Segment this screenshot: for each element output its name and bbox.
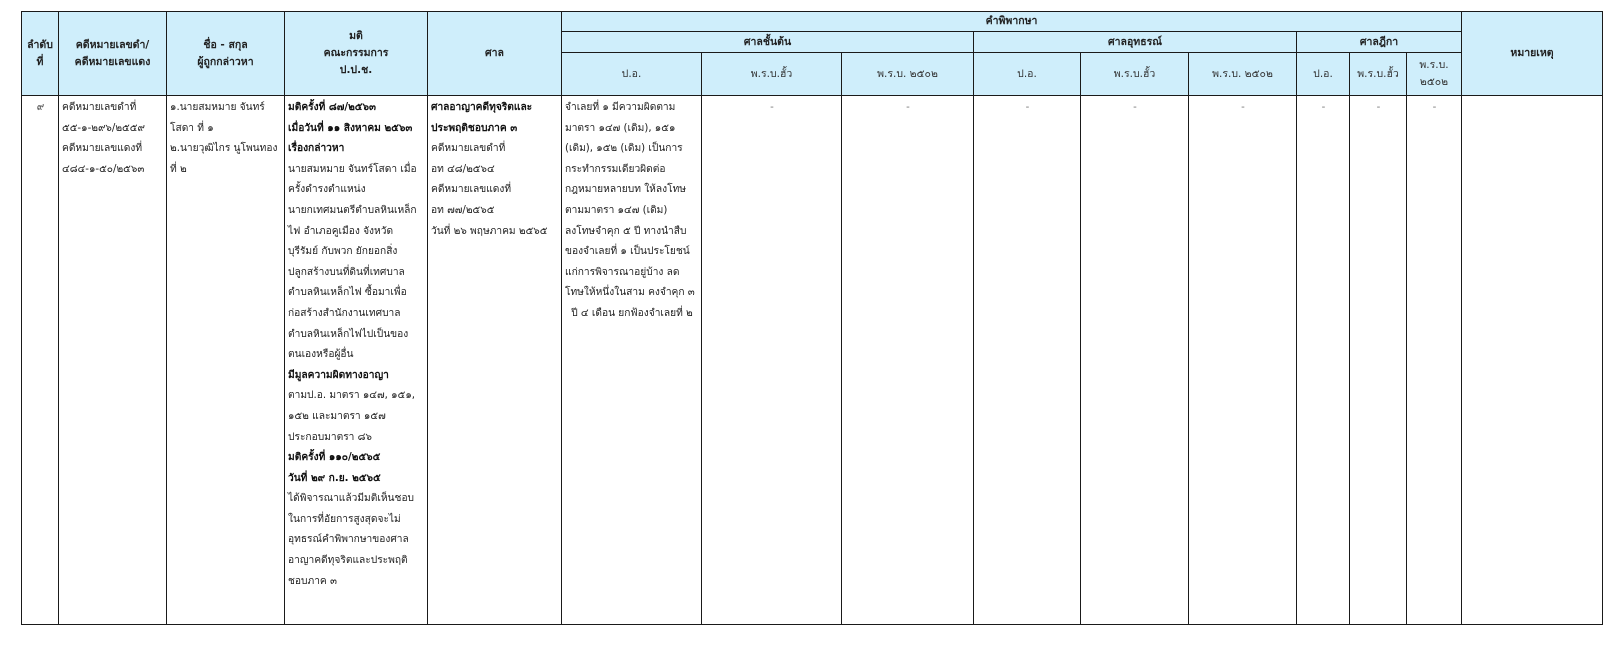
cell-supreme-pr-hua: - [1350,96,1407,625]
header-accused: ชื่อ - สกุล ผู้ถูกกล่าวหา [167,12,285,96]
cell-first-court-pr-hua: - [702,96,842,625]
table-row [22,96,1603,625]
header-remark: หมายเหตุ [1462,12,1603,96]
cell-first-court-pa: จำเลยที่ ๑ มีความผิดตาม มาตรา ๑๔๗ (เดิม), ๑๕๑ (เดิม), ๑๕๒ (เดิม) เป็นการ กระทำกรรมเดียวผิดต่อ กฎหมายหลายบท ให้ลงโทษ ตามมาตรา ๑๔๗ (เดิม) ลงโทษจำคุก ๕ ปี ทางนำสืบ ของจำเลยที่ ๑ เป็นประโยชน์ แก่การพิจารณาอยู่บ้าง ลด โทษให้หนึ่งในสาม คงจำคุก ๓ ปี ๔ เดือน ยกฟ้องจำเลยที่ ๒ [562,96,702,625]
header-first-pr-hua: พ.ร.บ.ฮั้ว [702,53,842,96]
cell-supreme-pa: - [1297,96,1350,625]
header-supreme-court: ศาลฎีกา [1297,32,1462,53]
header-appeal-pa: ป.อ. [974,53,1081,96]
cell-court: ศาลอาญาคดีทุจริตและ ประพฤติชอบภาค ๓ คดีหมายเลขดำที่ อท ๔๘/๒๕๖๔ คดีหมายเลขแดงที่ อท ๗๗/๒๕๖๕ วันที่ ๒๖ พฤษภาคม ๒๕๖๕ [428,96,562,625]
cell-appeal-pr-2502: - [1189,96,1297,625]
cell-accused: ๑.นายสมหมาย จันทร์ โสดา ที่ ๑ ๒.นายวุฒิไกร นูโพนทอง ที่ ๒ [167,96,285,625]
header-court: ศาล [428,12,562,96]
cell-remark [1462,96,1603,625]
cell-no: ๙ [22,96,59,625]
header-judgment: คำพิพากษา [562,12,1462,32]
header-first-pr-2502: พ.ร.บ. ๒๕๐๒ [842,53,974,96]
header-resolution: มติ คณะกรรมการ ป.ป.ช. [285,12,428,96]
cell-appeal-pa: - [974,96,1081,625]
header-first-pa: ป.อ. [562,53,702,96]
header-case: คดีหมายเลขดำ/ คดีหมายเลขแดง [59,12,167,96]
header-supreme-pa: ป.อ. [1297,53,1350,96]
cell-appeal-pr-hua: - [1081,96,1189,625]
header-appeal-court: ศาลอุทธรณ์ [974,32,1297,53]
cell-case-number: คดีหมายเลขดำที่ ๕๕-๑-๒๙๖/๒๕๕๙ คดีหมายเลขแดงที่ ๔๘๔-๑-๕๐/๒๕๖๓ [59,96,167,625]
cell-supreme-pr-2502: - [1407,96,1462,625]
judgment-table [21,11,1603,625]
header-supreme-pr-hua: พ.ร.บ.ฮั้ว [1350,53,1407,96]
header-appeal-pr-hua: พ.ร.บ.ฮั้ว [1081,53,1189,96]
cell-resolution: มติครั้งที่ ๘๗/๒๕๖๓ เมื่อวันที่ ๑๑ สิงหาคม ๒๕๖๓ เรื่องกล่าวหา นายสมหมาย จันทร์โสดา เมื่อ ครั้งดำรงตำแหน่ง นายกเทศมนตรีตำบลหินเหล็ก ไฟ อำเภอคูเมือง จังหวัด บุรีรัมย์ กับพวก ยักยอกสิ่ง ปลูกสร้างบนที่ดินที่เทศบาล ตำบลหินเหล็กไฟ ซื้อมาเพื่อ ก่อสร้างสำนักงานเทศบาล ตำบลหินเหล็กไฟไปเป็นของ ตนเองหรือผู้อื่น มีมูลความผิดทางอาญา ตามป.อ. มาตรา ๑๔๗, ๑๕๑, ๑๕๒ และมาตรา ๑๕๗ ประกอบมาตรา ๘๖ มติครั้งที่ ๑๑๐/๒๕๖๕ วันที่ ๒๙ ก.ย. ๒๕๖๕ ได้พิจารณาแล้วมีมติเห็นชอบ ในการที่อัยการสูงสุดจะไม่ อุทธรณ์คำพิพากษาของศาล อาญาคดีทุจริตและประพฤติ ชอบภาค ๓ [285,96,428,625]
header-appeal-pr-2502: พ.ร.บ. ๒๕๐๒ [1189,53,1297,96]
header-supreme-pr-2502: พ.ร.บ. ๒๕๐๒ [1407,53,1462,96]
header-no: ลำดับที่ [22,12,59,96]
cell-first-court-pr-2502: - [842,96,974,625]
header-first-court: ศาลชั้นต้น [562,32,974,53]
